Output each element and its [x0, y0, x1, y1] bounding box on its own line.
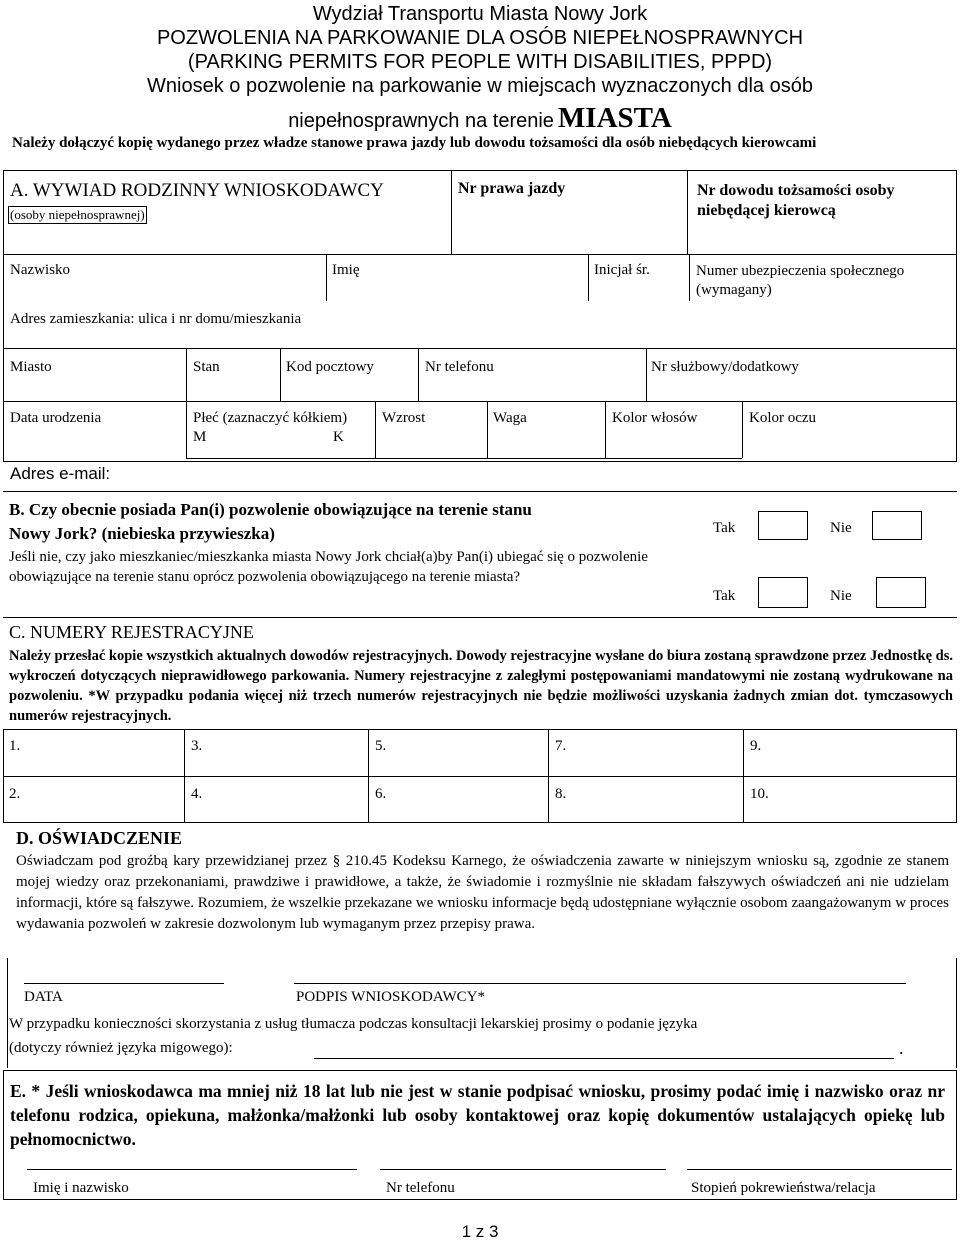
plate-6[interactable]: 6.: [375, 786, 387, 802]
language-line-2: (dotyczy również języka migowego):: [9, 1040, 233, 1056]
q2-yes-checkbox[interactable]: [758, 577, 808, 608]
blue-tag-label: (niebieska przywieszka): [101, 524, 275, 543]
q2-yes-label: Tak: [713, 588, 736, 604]
section-b-question-2: Jeśli nie, czy jako mieszkaniec/mieszkanka miasta Nowy Jork chciał(a)by Pan(i) ubiegać się o pozwolenie obowiązujące na terenie stanu oprócz pozwolenia obowiązującego na terenie miasta?: [9, 549, 648, 585]
q1-yes-label: Tak: [713, 520, 736, 536]
plate-4[interactable]: 4.: [191, 786, 203, 802]
sex-label: Płeć (zaznaczyć kółkiem): [193, 410, 348, 426]
q2-no-checkbox[interactable]: [876, 577, 926, 608]
q1-yes-checkbox[interactable]: [758, 511, 808, 540]
plate-2[interactable]: 2.: [9, 786, 21, 802]
ny-state-label: Nowy Jork?: [9, 524, 98, 543]
section-b-question-1-cont: [9, 524, 275, 544]
q2-no-label: Nie: [830, 588, 852, 604]
section-d-text: Oświadczam pod groźbą kary przewidzianej przez § 210.45 Kodeksu Karnego, że oświadczenia zawarte w niniejszym wniosku są, zgodnie ze stanem mojej wiedzy oraz przekonaniami, prawdziwe i prawidłowe, a także, że świadomie i rozmyślnie nie składam fałszywych oświadczeń ani nie udzielam informacji, które są fałszywe. Rozumiem, że wszelkie przekazane we wniosku informacje będą udostępniane wyłącznie osobom zaangażowanym w proces wydawania pozwoleń w zakresie dozwolonym lub wymaganym przez przepisy prawa.: [16, 853, 949, 932]
guardian-name-label: Imię i nazwisko: [33, 1180, 129, 1196]
section-a-subtitle: (osoby niepełnosprawnej): [10, 207, 145, 222]
language-input-line[interactable]: [314, 1058, 894, 1059]
signature-label: PODPIS WNIOSKODAWCY*: [296, 989, 485, 1005]
sex-m: M: [193, 429, 207, 445]
plate-3[interactable]: 3.: [191, 738, 203, 754]
height-label: Wzrost: [382, 410, 426, 426]
dob-label: Data urodzenia: [10, 410, 102, 426]
section-e-text: E. * Jeśli wnioskodawca ma mniej niż 18 lat lub nie jest w stanie podpisać wniosku, prosimy podać imię i nazwisko oraz nr telefonu rodzica, opiekuna, małżonka/małżonki lub osoby kontaktowej oraz kopię dokumentów ustalających opiekę lub pełnomocnictwo.: [10, 1081, 945, 1149]
zip-label: Kod pocztowy: [286, 359, 374, 375]
eye-color-label: Kolor oczu: [749, 410, 817, 426]
section-d-title: D. OŚWIADCZENIE: [16, 828, 183, 848]
header-line-4: Wniosek o pozwolenie na parkowanie w miejscach wyznaczonych dla osób: [147, 75, 813, 97]
section-c-title: C. NUMERY REJESTRACYJNE: [9, 622, 254, 642]
guardian-phone-label: Nr telefonu: [386, 1180, 455, 1196]
weight-label: Waga: [493, 410, 527, 426]
header-miasta: MIASTA: [557, 102, 672, 134]
hair-color-label: Kolor włosów: [612, 410, 698, 426]
header-line-1: Wydział Transportu Miasta Nowy Jork: [312, 3, 648, 25]
license-number-label: Nr prawa jazdy: [458, 180, 566, 197]
email-label: Adres e-mail:: [10, 464, 111, 483]
plate-9[interactable]: 9.: [750, 738, 762, 754]
city-label: Miasto: [10, 359, 52, 375]
section-c-text: Należy przesłać kopie wszystkich aktualnych dowodów rejestracyjnych. Dowody rejestracyjne wysłane do biura zostaną sprawdzone przez Jednostkę ds. wykroczeń dotyczących nieprawidłowego parkowania. Numery rejestracyjne z zaległymi postępowaniami mandatowymi nie zostaną wydrukowane na pozwoleniu. *W przypadku podania więcej niż trzech numerów rejestracyjnych nie będzie możliwości uzyskania żadnych zmian dot. tymczasowych numerów rejestracyjnych.: [9, 648, 953, 724]
work-phone-label: Nr służbowy/dodatkowy: [651, 359, 799, 375]
address-label: Adres zamieszkania: ulica i nr domu/mieszkania: [10, 311, 302, 327]
q1-no-checkbox[interactable]: [872, 511, 922, 540]
header-line-5-text: niepełnosprawnych na terenie: [288, 110, 554, 132]
surname-label: Nazwisko: [10, 262, 70, 278]
guardian-phone-line[interactable]: [380, 1169, 666, 1170]
language-line-1: W przypadku konieczności skorzystania z usług tłumacza podczas konsultacji lekarskiej prosimy o podanie języka: [9, 1016, 698, 1032]
plate-10[interactable]: 10.: [750, 786, 769, 802]
ssn-label: Numer ubezpieczenia społecznego (wymagany): [696, 263, 905, 298]
plate-1[interactable]: 1.: [9, 738, 21, 754]
header-note: Należy dołączyć kopię wydanego przez władze stanowe prawa jazdy lub dowodu tożsamości dla osób niebędących kierowcami: [12, 135, 817, 151]
plate-7[interactable]: 7.: [555, 738, 567, 754]
signature-line: [294, 983, 906, 984]
id-number-label: Nr dowodu tożsamości osoby niebędącej kierowcą: [697, 182, 895, 219]
section-a-title: A. WYWIAD RODZINNY WNIOSKODAWCY: [10, 180, 384, 201]
plate-8[interactable]: 8.: [555, 786, 567, 802]
guardian-relation-label: Stopień pokrewieństwa/relacja: [691, 1180, 876, 1196]
header-line-2: POZWOLENIA NA PARKOWANIE DLA OSÓB NIEPEŁNOSPRAWNYCH: [156, 27, 804, 49]
date-line: [24, 983, 224, 984]
header-line-3: (PARKING PERMITS FOR PEOPLE WITH DISABILITIES, PPPD): [187, 51, 773, 73]
section-b-question-1: B. Czy obecnie posiada Pan(i) pozwolenie obowiązujące na terenie stanu: [9, 500, 532, 519]
state-label: Stan: [193, 359, 220, 375]
guardian-name-line[interactable]: [27, 1169, 357, 1170]
plate-5[interactable]: 5.: [375, 738, 387, 754]
phone-label: Nr telefonu: [425, 359, 494, 375]
date-label: DATA: [24, 989, 63, 1005]
guardian-relation-line[interactable]: [687, 1169, 952, 1170]
page-number: 1 z 3: [461, 1222, 499, 1241]
q1-no-label: Nie: [830, 520, 852, 536]
first-name-label: Imię: [332, 262, 360, 278]
initial-label: Inicjał śr.: [594, 262, 650, 278]
sex-k: K: [333, 429, 344, 445]
language-period: .: [899, 1038, 904, 1058]
